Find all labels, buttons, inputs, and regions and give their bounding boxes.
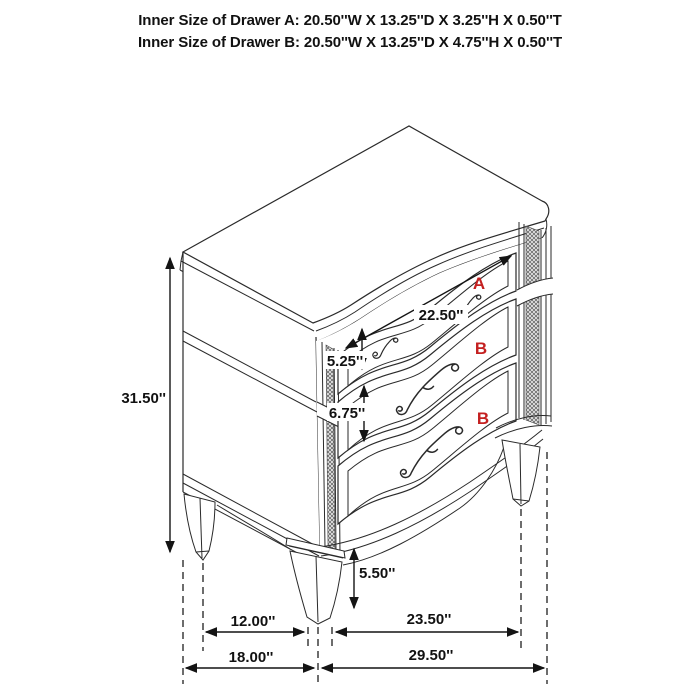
drawer-a-height-label: 5.25'' <box>326 353 364 370</box>
right-pilaster-mesh <box>526 226 539 425</box>
drawer-b-height-label: 6.75'' <box>328 405 366 422</box>
inner-size-drawer-b-text: Inner Size of Drawer B: 20.50''W X 13.25''D X 4.75''H X 0.50''T <box>137 34 563 51</box>
drawer-b-middle-letter: B <box>474 339 488 358</box>
drawer-width-label: 22.50'' <box>418 307 464 324</box>
overall-depth-label: 18.00'' <box>228 649 274 666</box>
leg-height-label: 5.50'' <box>359 565 396 582</box>
leg-span-depth-label: 12.00'' <box>230 613 276 630</box>
drawer-a-letter: A <box>472 274 486 293</box>
inner-size-drawer-a-text: Inner Size of Drawer A: 20.50''W X 13.25''D X 3.25''H X 0.50''T <box>138 12 562 29</box>
back-left-leg <box>184 494 215 560</box>
leg-span-width-label: 23.50'' <box>406 611 452 628</box>
overall-width-label: 29.50'' <box>408 647 454 664</box>
front-center-leg <box>286 538 345 624</box>
cabinet-drawing <box>180 126 553 624</box>
overall-height-label: 31.50'' <box>121 390 166 407</box>
drawer-b-bottom-letter: B <box>476 409 490 428</box>
